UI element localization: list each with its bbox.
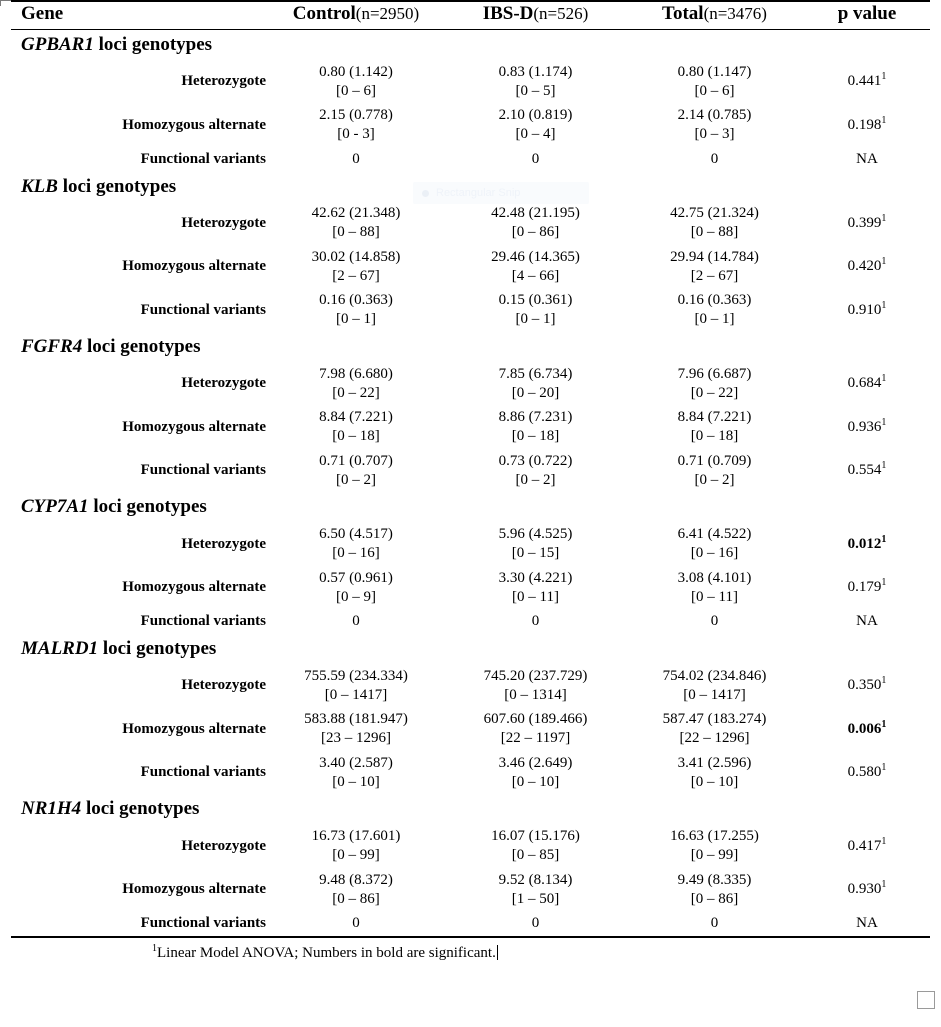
cell-total xyxy=(625,449,804,493)
pvalue-text: 0.420 xyxy=(847,258,882,275)
gene-section-header xyxy=(11,172,930,202)
pvalue-footnote-marker: 1 xyxy=(881,835,887,847)
cell-range: [0 – 6] xyxy=(694,82,735,99)
cell-total xyxy=(625,664,804,708)
snip-tooltip-label: Rectangular Snip xyxy=(436,187,521,199)
cell-mean-sd: 0.80 (1.142) xyxy=(319,63,393,80)
gene-section-header xyxy=(11,634,930,664)
cell-control xyxy=(266,609,446,634)
cell-pvalue xyxy=(804,522,930,566)
cell-range: [2 – 67] xyxy=(332,267,380,284)
table-header xyxy=(11,1,930,29)
cell-control xyxy=(266,405,446,449)
column-header-total-label: Total xyxy=(662,3,704,24)
pvalue-text: NA xyxy=(856,613,878,630)
row-label: Heterozygote xyxy=(181,677,266,694)
table-row xyxy=(11,751,930,795)
row-label: Functional variants xyxy=(140,613,266,630)
table-row xyxy=(11,449,930,493)
cell-mean-sd: 16.07 (15.176) xyxy=(491,828,580,845)
cell-control xyxy=(266,522,446,566)
pvalue-footnote-marker: 1 xyxy=(881,533,887,545)
table-row xyxy=(11,288,930,332)
table-row xyxy=(11,201,930,245)
pvalue-footnote-marker: 1 xyxy=(881,577,887,589)
gene-name: MALRD1 xyxy=(21,638,99,659)
cell-mean-sd: 754.02 (234.846) xyxy=(662,667,767,684)
cell-range: [0 – 10] xyxy=(511,773,560,790)
cell-ibsd xyxy=(446,405,625,449)
pvalue-text: 0.930 xyxy=(847,881,882,898)
pvalue-footnote-marker: 1 xyxy=(881,212,887,224)
cell-range: [0 - 3] xyxy=(337,126,375,143)
cell-ibsd xyxy=(446,824,625,868)
row-label: Functional variants xyxy=(11,911,266,937)
gene-name: FGFR4 xyxy=(21,335,83,357)
table-row xyxy=(11,405,930,449)
cell-mean-sd: 2.14 (0.785) xyxy=(677,107,752,124)
pvalue-text: 0.417 xyxy=(847,837,882,854)
cell-mean-sd: 6.41 (4.522) xyxy=(677,526,752,543)
pvalue-text: 0.198 xyxy=(847,116,882,133)
cell-pvalue xyxy=(804,103,930,147)
cell-mean-sd: 9.49 (8.335) xyxy=(677,871,752,888)
pvalue-text: 0.910 xyxy=(847,301,882,318)
row-label: Heterozygote xyxy=(181,73,266,90)
cell-control xyxy=(266,751,446,795)
cell-range: [0 – 11] xyxy=(691,588,738,605)
cell-range: [23 – 1296] xyxy=(321,730,391,747)
table-body xyxy=(11,29,930,937)
cell-range: [0 – 4] xyxy=(515,126,556,143)
cell-mean-sd: 607.60 (189.466) xyxy=(483,711,588,728)
gene-section-header-row xyxy=(11,29,930,59)
cell-range: [0 – 6] xyxy=(336,82,376,99)
cell-ibsd xyxy=(446,245,625,289)
cell-range: [0 – 1] xyxy=(694,311,735,328)
table-row xyxy=(11,522,930,566)
gene-section-suffix: loci genotypes xyxy=(82,335,201,357)
row-label: Heterozygote xyxy=(181,375,266,392)
row-label: Homozygous alternate xyxy=(122,579,266,596)
cell-control xyxy=(266,147,446,172)
cell-mean-sd: 7.96 (6.687) xyxy=(677,365,752,382)
cell-total xyxy=(625,522,804,566)
cell-mean-sd: 755.59 (234.334) xyxy=(304,667,408,684)
table-row xyxy=(11,103,930,147)
column-header-pvalue-label: p value xyxy=(837,3,897,24)
cell-pvalue xyxy=(804,362,930,406)
cell-pvalue xyxy=(804,288,930,332)
row-label: Heterozygote xyxy=(181,214,266,231)
pvalue-footnote-marker: 1 xyxy=(881,299,887,311)
cell-mean-sd: 3.30 (4.221) xyxy=(498,569,573,586)
column-header-ibsd-label: IBS-D xyxy=(482,3,534,24)
cell-range: [0 – 16] xyxy=(332,545,380,561)
row-label: Heterozygote xyxy=(181,535,266,552)
cell-ibsd xyxy=(446,751,625,795)
cell-total xyxy=(625,911,804,937)
cell-ibsd xyxy=(446,201,625,245)
cell-range: [0 – 1] xyxy=(515,311,556,328)
cell-mean-sd: 9.48 (8.372) xyxy=(319,871,393,888)
gene-section-suffix: loci genotypes xyxy=(93,33,213,55)
gene-name: GPBAR1 xyxy=(21,33,94,55)
cell-pvalue xyxy=(804,566,930,610)
cell-range: [0 – 99] xyxy=(690,847,739,864)
cell-mean-sd: 8.84 (7.221) xyxy=(677,409,752,426)
cell-range: [1 – 50] xyxy=(511,890,560,907)
table-footnote xyxy=(0,944,941,962)
cell-control xyxy=(266,362,446,406)
gene-section-header-row xyxy=(11,492,930,522)
cell-total xyxy=(625,566,804,610)
cell-range: [0 – 1417] xyxy=(324,686,388,703)
table-row xyxy=(11,664,930,708)
pvalue-footnote-marker: 1 xyxy=(881,879,887,891)
cell-mean-sd: 745.20 (237.729) xyxy=(483,667,588,684)
cell-range: [0 – 99] xyxy=(332,847,380,864)
cell-control xyxy=(266,245,446,289)
column-header-gene xyxy=(11,1,266,29)
cell-range: [0 – 22] xyxy=(332,384,380,401)
cell-range: [0 – 9] xyxy=(336,588,376,605)
cell-pvalue xyxy=(804,201,930,245)
gene-name: CYP7A1 xyxy=(21,496,89,518)
cell-ibsd xyxy=(446,522,625,566)
cell-mean-sd: 0.80 (1.147) xyxy=(677,63,752,80)
table-row xyxy=(11,911,930,937)
cell-range: [0 – 1314] xyxy=(504,686,567,703)
cell-pvalue xyxy=(804,449,930,493)
column-header-total-n: (n=3476) xyxy=(703,4,767,23)
gene-section-header xyxy=(11,492,930,522)
pvalue-text: 0.399 xyxy=(847,214,882,231)
cell-range: [0 – 18] xyxy=(690,428,739,445)
cell-ibsd xyxy=(446,288,625,332)
cell-mean-sd: 0.71 (0.707) xyxy=(319,452,393,469)
cell-range: [0 – 18] xyxy=(332,428,380,445)
cell-control xyxy=(266,566,446,610)
cell-control xyxy=(266,707,446,751)
cell-mean-sd: 42.62 (21.348) xyxy=(311,205,401,222)
row-label: Functional variants xyxy=(140,301,266,318)
cell-total xyxy=(625,609,804,634)
cell-mean-sd: 29.94 (14.784) xyxy=(670,248,759,265)
gene-section-suffix: loci genotypes xyxy=(88,496,207,518)
cell-mean-sd: 42.48 (21.195) xyxy=(491,205,580,222)
table-row xyxy=(11,245,930,289)
pvalue-text: 0.684 xyxy=(847,375,882,392)
cell-mean-sd: 0 xyxy=(352,150,360,167)
row-label: Functional variants xyxy=(140,764,266,781)
cell-total xyxy=(625,362,804,406)
pvalue-footnote-marker: 1 xyxy=(881,460,887,472)
cell-range: [22 – 1197] xyxy=(500,730,571,747)
cell-control xyxy=(266,103,446,147)
cell-range: [0 – 2] xyxy=(694,471,735,488)
table-row xyxy=(11,60,930,104)
cell-mean-sd: 16.73 (17.601) xyxy=(311,828,401,845)
cell-range: [0 – 85] xyxy=(511,847,560,864)
gene-section-header xyxy=(11,332,930,362)
cell-total xyxy=(625,824,804,868)
header-row xyxy=(11,1,930,29)
cell-pvalue xyxy=(804,609,930,634)
cell-ibsd xyxy=(446,664,625,708)
cell-range: [22 – 1296] xyxy=(679,730,750,747)
cell-mean-sd: 16.63 (17.255) xyxy=(670,828,759,845)
cell-range: [2 – 67] xyxy=(690,267,739,284)
pvalue-footnote-marker: 1 xyxy=(881,114,887,126)
pvalue-text: 0.441 xyxy=(847,73,882,90)
cell-pvalue xyxy=(804,245,930,289)
cell-ibsd xyxy=(446,566,625,610)
pvalue-text: 0.936 xyxy=(847,418,882,435)
cell-control xyxy=(266,824,446,868)
table-row xyxy=(11,868,930,912)
cell-range: [0 – 2] xyxy=(515,471,556,488)
cell-range: [0 – 22] xyxy=(690,384,739,401)
cell-mean-sd: 0 xyxy=(710,150,719,167)
cell-range: [0 – 88] xyxy=(690,224,739,241)
cell-pvalue xyxy=(804,405,930,449)
column-header-control xyxy=(266,1,446,29)
column-header-ibsd xyxy=(446,1,625,29)
cell-total xyxy=(625,405,804,449)
table-row xyxy=(11,362,930,406)
pvalue-footnote-marker: 1 xyxy=(881,416,887,428)
cell-pvalue xyxy=(804,664,930,708)
cell-range: [0 – 16] xyxy=(690,545,739,561)
cell-control xyxy=(266,664,446,708)
cell-mean-sd: 0.73 (0.722) xyxy=(498,452,573,469)
cell-mean-sd: 3.46 (2.649) xyxy=(498,754,573,771)
row-label: Functional variants xyxy=(140,462,266,479)
cell-ibsd xyxy=(446,449,625,493)
table-row xyxy=(11,609,930,634)
cell-mean-sd: 0.71 (0.709) xyxy=(677,452,752,469)
pvalue-footnote-marker: 1 xyxy=(881,675,887,687)
column-header-ibsd-n: (n=526) xyxy=(533,4,589,23)
footnote-marker: 1 xyxy=(152,943,157,955)
gene-section-header xyxy=(11,29,930,59)
cell-control xyxy=(266,911,446,937)
cell-mean-sd: 587.47 (183.274) xyxy=(662,711,767,728)
cell-ibsd xyxy=(446,147,625,172)
gene-section-suffix: loci genotypes xyxy=(81,798,200,820)
cell-control xyxy=(266,868,446,912)
cell-total xyxy=(625,147,804,172)
cell-range: [0 – 15] xyxy=(511,545,560,561)
cell-total xyxy=(625,103,804,147)
pvalue-text: NA xyxy=(856,150,878,167)
cell-total xyxy=(625,245,804,289)
cell-mean-sd: 0.57 (0.961) xyxy=(319,569,393,586)
gene-section-header-row xyxy=(11,332,930,362)
gene-section-header-row xyxy=(11,794,930,824)
cell-mean-sd: 0 xyxy=(710,613,719,630)
cell-control xyxy=(266,449,446,493)
pvalue-text: 0.580 xyxy=(847,764,882,781)
document-corner-mark xyxy=(0,0,11,6)
cell-range: [0 – 5] xyxy=(515,82,556,99)
cell-pvalue xyxy=(804,147,930,172)
row-label: Functional variants xyxy=(140,150,266,167)
cell-range: [0 – 3] xyxy=(694,126,735,143)
pvalue-footnote-marker: 1 xyxy=(881,256,887,268)
pvalue-text: 0.179 xyxy=(847,579,882,596)
gene-name: KLB xyxy=(21,175,58,197)
cell-mean-sd: 0 xyxy=(352,915,360,932)
text-cursor xyxy=(497,945,498,960)
column-header-control-label: Control xyxy=(292,3,356,24)
footnote-text: Linear Model ANOVA; Numbers in bold are significant. xyxy=(157,945,496,962)
column-header-control-n: (n=2950) xyxy=(355,4,420,23)
cell-ibsd xyxy=(446,103,625,147)
gene-section-header-row xyxy=(11,634,930,664)
pvalue-text: 0.006 xyxy=(847,720,882,737)
cell-mean-sd: 3.40 (2.587) xyxy=(319,754,393,771)
cell-total xyxy=(625,868,804,912)
cell-ibsd xyxy=(446,911,625,937)
cell-control xyxy=(266,288,446,332)
cell-ibsd xyxy=(446,60,625,104)
cell-ibsd xyxy=(446,362,625,406)
cell-mean-sd: 8.86 (7.231) xyxy=(498,409,573,426)
cell-range: [0 – 88] xyxy=(332,224,380,241)
cell-range: [0 – 86] xyxy=(690,890,739,907)
cell-mean-sd: 583.88 (181.947) xyxy=(304,711,408,728)
row-label: Homozygous alternate xyxy=(122,116,266,133)
cell-mean-sd: 2.10 (0.819) xyxy=(498,107,573,124)
cell-pvalue xyxy=(804,751,930,795)
column-header-pvalue xyxy=(804,1,930,29)
pvalue-text: 0.012 xyxy=(847,535,882,552)
cell-range: [0 – 1] xyxy=(336,311,376,328)
gene-section-header xyxy=(11,794,930,824)
pvalue-text: NA xyxy=(856,915,878,932)
cell-mean-sd: 7.98 (6.680) xyxy=(319,365,393,382)
cell-range: [4 – 66] xyxy=(511,267,560,284)
cell-control xyxy=(266,201,446,245)
cell-range: [0 – 86] xyxy=(511,224,560,241)
cell-total xyxy=(625,60,804,104)
cell-total xyxy=(625,707,804,751)
cell-mean-sd: 0.16 (0.363) xyxy=(677,292,752,309)
cell-range: [0 – 2] xyxy=(336,471,376,488)
cell-pvalue xyxy=(804,60,930,104)
cell-range: [0 – 20] xyxy=(511,384,560,401)
cell-range: [0 – 1417] xyxy=(683,686,746,703)
cell-total xyxy=(625,751,804,795)
cell-total xyxy=(625,288,804,332)
cell-total xyxy=(625,201,804,245)
cell-mean-sd: 0.16 (0.363) xyxy=(319,292,393,309)
genotypes-table xyxy=(11,0,930,938)
cell-range: [0 – 10] xyxy=(332,773,380,790)
cell-mean-sd: 0.83 (1.174) xyxy=(498,63,573,80)
cell-mean-sd: 2.15 (0.778) xyxy=(319,107,393,124)
cell-ibsd xyxy=(446,707,625,751)
gene-name: NR1H4 xyxy=(21,798,82,820)
cell-mean-sd: 0 xyxy=(710,915,719,932)
pvalue-footnote-marker: 1 xyxy=(881,718,887,730)
cell-mean-sd: 3.41 (2.596) xyxy=(677,754,752,771)
cell-mean-sd: 8.84 (7.221) xyxy=(319,409,393,426)
table-resize-handle[interactable] xyxy=(917,991,935,1009)
row-label: Homozygous alternate xyxy=(122,418,266,435)
table-row xyxy=(11,147,930,172)
pvalue-text: 0.350 xyxy=(847,677,882,694)
cell-ibsd xyxy=(446,609,625,634)
cell-mean-sd: 5.96 (4.525) xyxy=(498,526,573,543)
pvalue-footnote-marker: 1 xyxy=(881,71,887,83)
cell-mean-sd: 30.02 (14.858) xyxy=(311,248,401,265)
cell-pvalue xyxy=(804,824,930,868)
row-label: Heterozygote xyxy=(181,837,266,854)
cell-mean-sd: 0 xyxy=(531,915,540,932)
cell-mean-sd: 0 xyxy=(531,150,540,167)
cell-mean-sd: 9.52 (8.134) xyxy=(498,871,573,888)
cell-mean-sd: 0.15 (0.361) xyxy=(498,292,573,309)
cell-pvalue xyxy=(804,911,930,937)
cell-mean-sd: 7.85 (6.734) xyxy=(498,365,573,382)
cell-mean-sd: 42.75 (21.324) xyxy=(670,205,759,222)
gene-section-suffix: loci genotypes xyxy=(57,175,177,197)
cell-range: [0 – 18] xyxy=(511,428,560,445)
cell-mean-sd: 0 xyxy=(352,613,360,630)
row-label: Homozygous alternate xyxy=(122,720,266,737)
column-header-gene-label: Gene xyxy=(21,3,64,24)
cell-mean-sd: 29.46 (14.365) xyxy=(491,248,580,265)
cell-mean-sd: 3.08 (4.101) xyxy=(677,569,752,586)
pvalue-text: 0.554 xyxy=(847,462,882,479)
table-row xyxy=(11,566,930,610)
cell-ibsd xyxy=(446,868,625,912)
column-header-total xyxy=(625,1,804,29)
table-row xyxy=(11,707,930,751)
cell-pvalue xyxy=(804,868,930,912)
pvalue-footnote-marker: 1 xyxy=(881,762,887,774)
cell-pvalue xyxy=(804,707,930,751)
cell-control xyxy=(266,60,446,104)
cell-range: [0 – 86] xyxy=(332,890,380,907)
table-row xyxy=(11,824,930,868)
cell-mean-sd: 6.50 (4.517) xyxy=(319,526,393,543)
cell-mean-sd: 0 xyxy=(531,613,540,630)
cell-range: [0 – 10] xyxy=(690,773,739,790)
gene-section-suffix: loci genotypes xyxy=(98,638,217,659)
cell-range: [0 – 11] xyxy=(512,588,559,605)
gene-section-header-row xyxy=(11,172,930,202)
pvalue-footnote-marker: 1 xyxy=(881,373,887,385)
row-label: Homozygous alternate xyxy=(122,258,266,275)
row-label: Homozygous alternate xyxy=(122,881,266,898)
